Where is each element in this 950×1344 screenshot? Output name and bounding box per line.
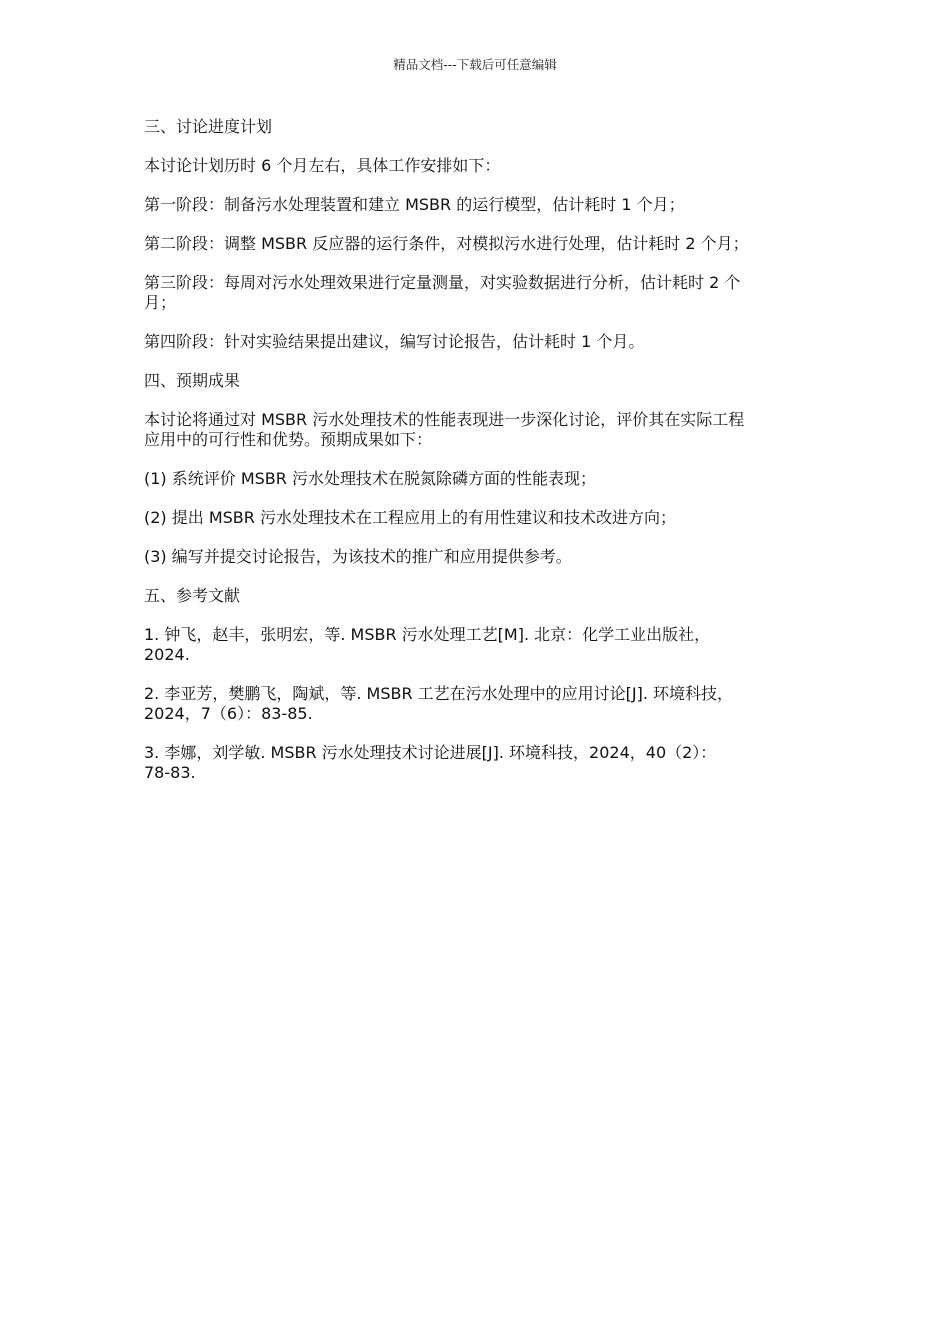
- reference-item-1: 1. 钟飞，赵丰，张明宏，等. MSBR 污水处理工艺[M]. 北京：化学工业出版社， 2024.: [144, 625, 711, 664]
- outcome-item-2: (2) 提出 MSBR 污水处理技术在工程应用上的有用性建议和技术改进方向；: [144, 508, 676, 527]
- section-heading-outcomes: 四、预期成果: [144, 371, 241, 390]
- reference-item-2: 2. 李亚芳，樊鹏飞，陶斌，等. MSBR 工艺在污水处理中的应用讨论[J]. 环境科技， 2024，7（6）：83-85.: [144, 684, 734, 723]
- schedule-intro: 本讨论计划历时 6 个月左右，具体工作安排如下：: [144, 156, 501, 175]
- outcomes-intro: 本讨论将通过对 MSBR 污水处理技术的性能表现进一步深化讨论，评价其在实际工程 应用中的可行性和优势。预期成果如下：: [144, 410, 745, 449]
- section-heading-references: 五、参考文献: [144, 586, 241, 605]
- schedule-phase-1: 第一阶段：制备污水处理装置和建立 MSBR 的运行模型，估计耗时 1 个月；: [144, 195, 685, 214]
- outcome-item-3: (3) 编写并提交讨论报告，为该技术的推广和应用提供参考。: [144, 547, 572, 566]
- page-header: 精品文档---下载后可任意编辑: [393, 57, 557, 72]
- schedule-phase-2: 第二阶段：调整 MSBR 反应器的运行条件，对模拟污水进行处理，估计耗时 2 个月；: [144, 234, 749, 253]
- document-body: [144, 117, 804, 802]
- schedule-phase-4: 第四阶段：针对实验结果提出建议，编写讨论报告，估计耗时 1 个月。: [144, 332, 645, 351]
- reference-item-3: 3. 李娜，刘学敏. MSBR 污水处理技术讨论进展[J]. 环境科技，2024，40（2）： 78-83.: [144, 743, 717, 782]
- section-heading-schedule: 三、讨论进度计划: [144, 117, 273, 136]
- schedule-phase-3: 第三阶段：每周对污水处理效果进行定量测量，对实验数据进行分析，估计耗时 2 个 月；: [144, 273, 741, 312]
- outcome-item-1: (1) 系统评价 MSBR 污水处理技术在脱氮除磷方面的性能表现；: [144, 469, 596, 488]
